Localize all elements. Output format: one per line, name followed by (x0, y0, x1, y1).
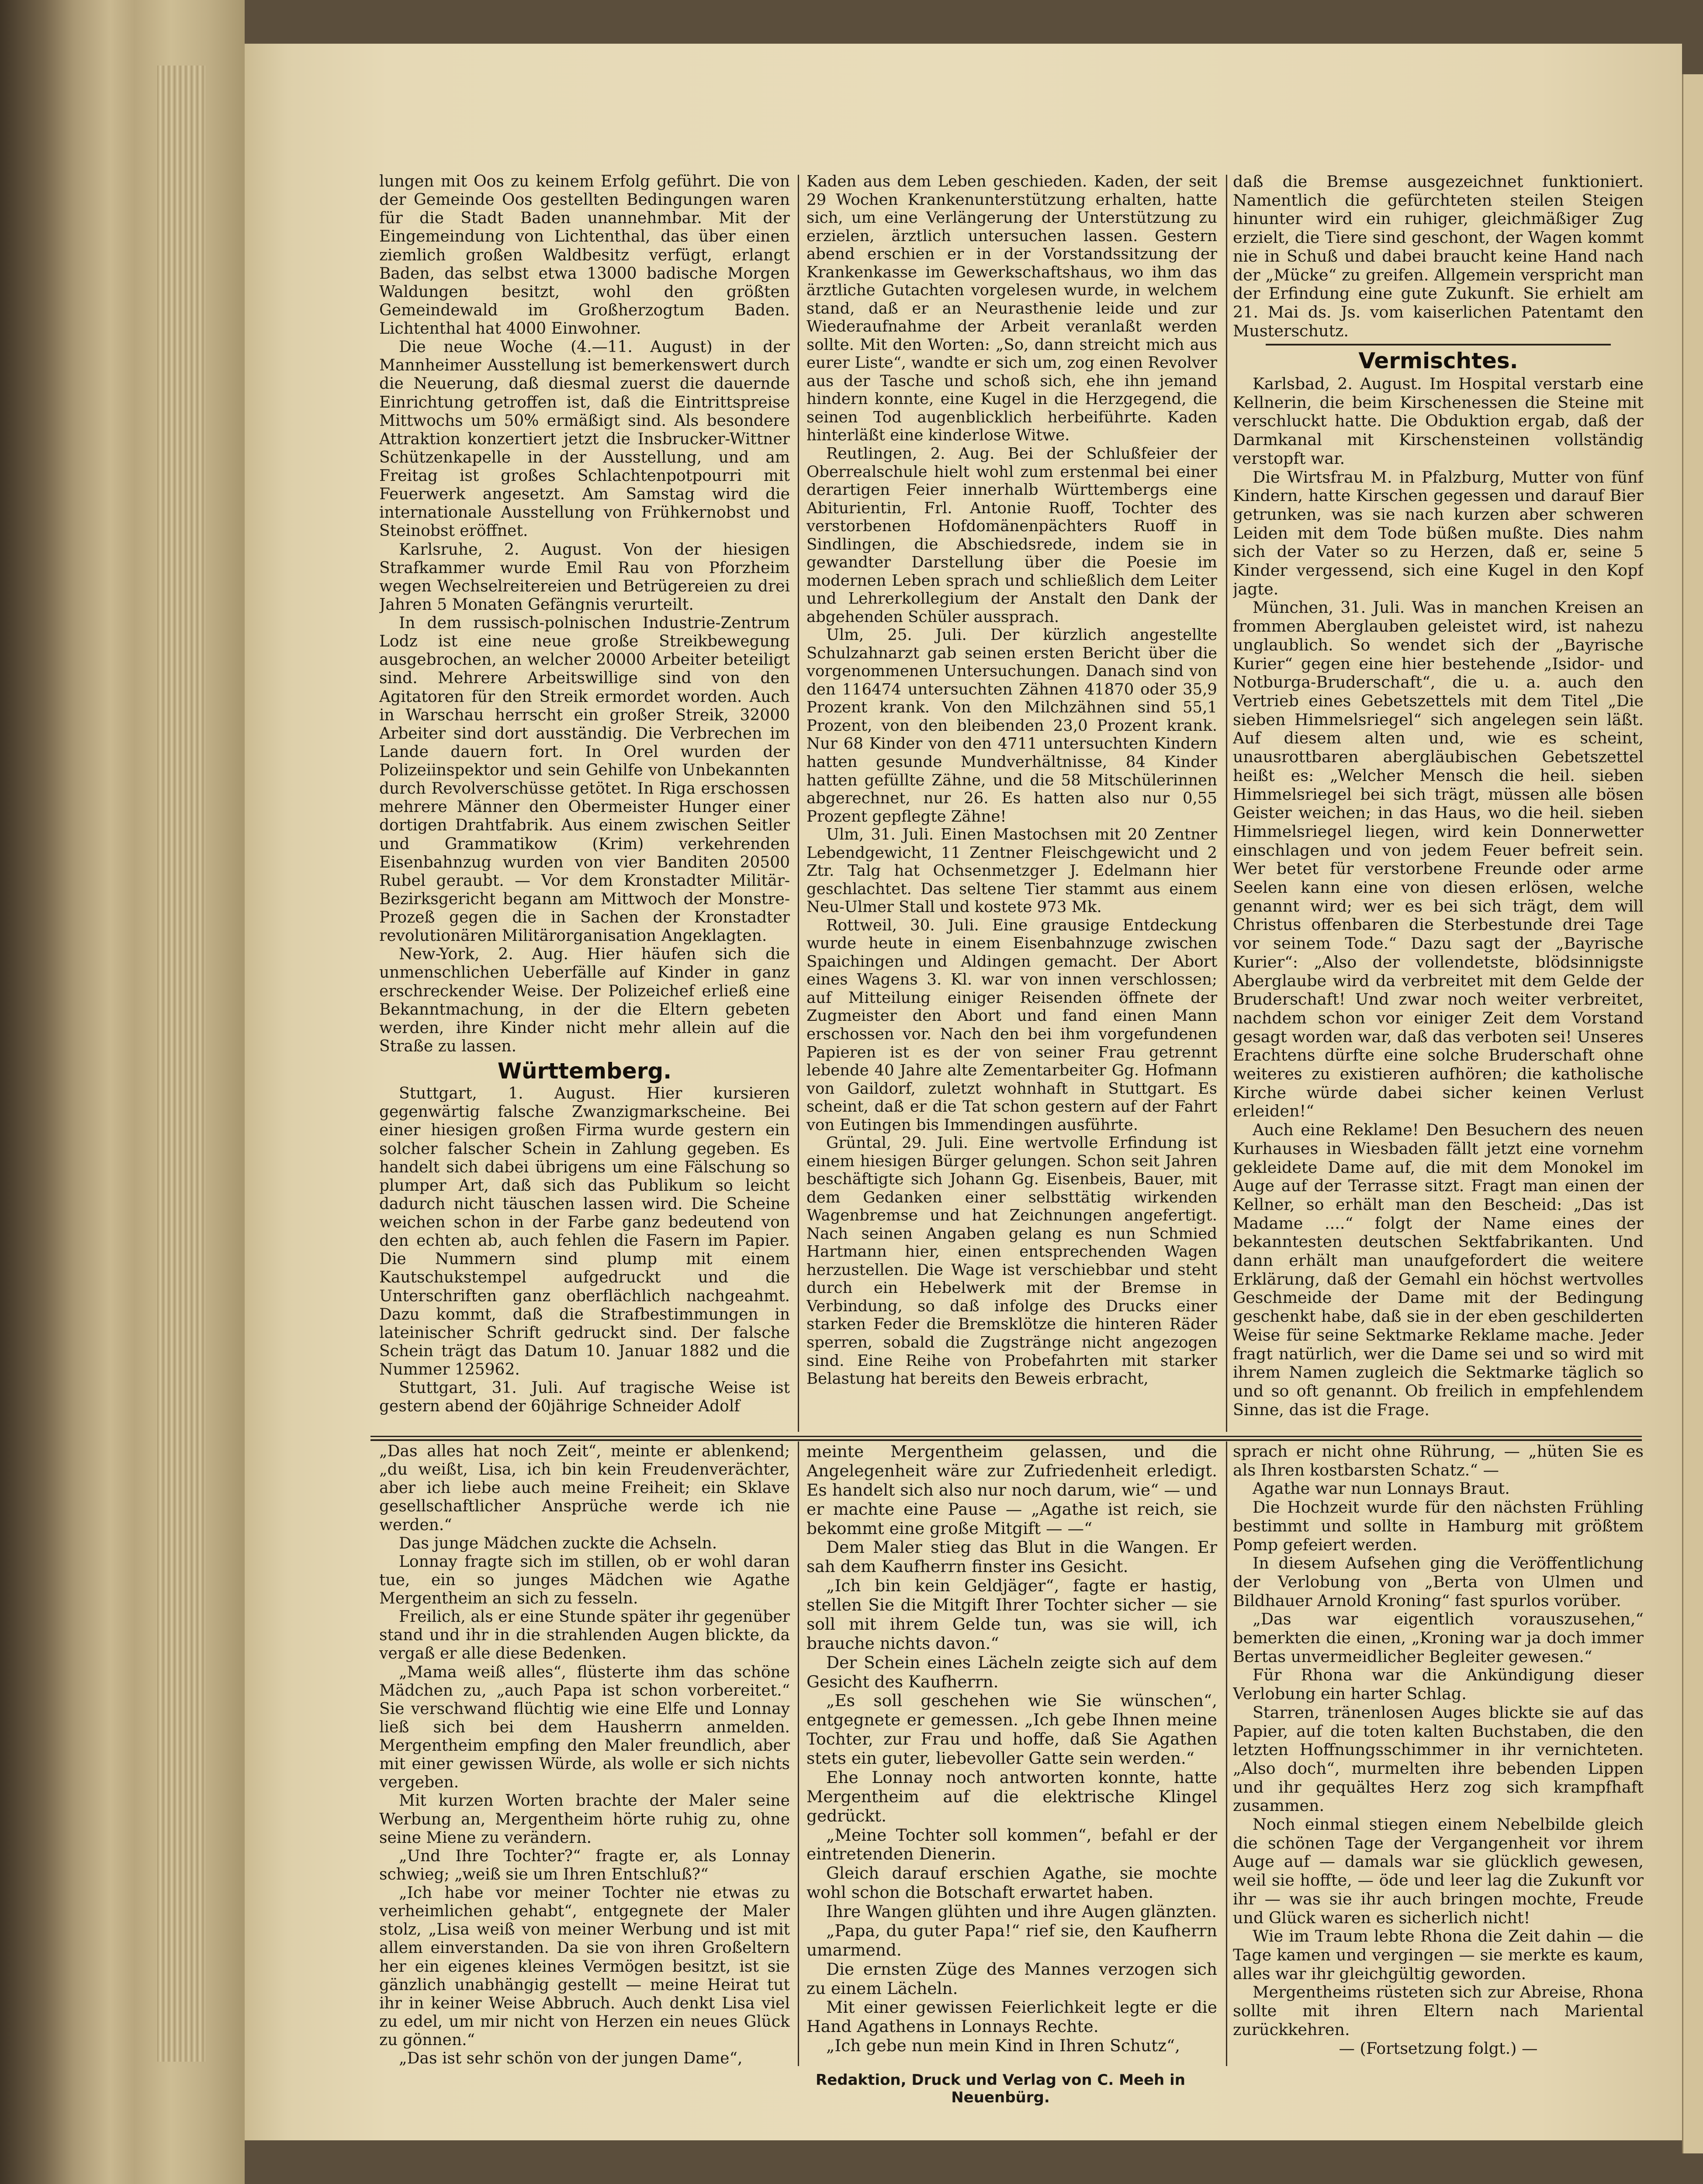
paragraph: Für Rhona war die Ankündigung dieser Verlobung ein harter Schlag. (1233, 1666, 1644, 1704)
paragraph: Mit einer gewissen Feierlichkeit legte er die Hand Agathens in Lonnays Rechte. (807, 1997, 1217, 2036)
column-1-lower (379, 1442, 790, 2067)
column-2-lower (807, 1442, 1217, 2067)
column-rule (1226, 175, 1227, 1432)
paragraph: Agathe war nun Lonnays Braut. (1253, 1479, 1510, 1498)
paragraph: meinte Mergentheim gelassen, und die Angelegenheit wäre zur Zufriedenheit erledigt. Es handelt sich also nur noch darum, wie“ — und er machte eine Pause — „Agathe ist reich, sie bekommt eine große Mitgift — —“ (807, 1442, 1217, 1538)
paragraph: Ehe Lonnay noch antworten konnte, hatte Mergentheim auf die elektrische Klingel gedrückt. (807, 1767, 1217, 1825)
paragraph: Mergentheims rüsteten sich zur Abreise, Rhona sollte mit ihren Eltern nach Mariental zurückkehren. (1233, 1983, 1644, 2039)
paragraph: „Ich habe vor meiner Tochter nie etwas zu verheimlichen gehabt“, entgegnete der Maler stolz, „Lisa weiß von meiner Werbung und ist mit allem einverstanden. Da sie von ihren Großeltern her ein eigenes kleines Vermögen besitzt, ist sie gänzlich unabhängig gestellt — meine Heirat tut ihr in keiner Weise Abbruch. Auch denkt Lisa viel zu edel, um mir nicht von Herzen ein neues Glück zu gönnen.“ (379, 1884, 790, 2049)
section-heading-wuerttemberg: Württemberg. (497, 1058, 672, 1084)
paragraph: Karlsbad, 2. August. Im Hospital verstarb eine Kellnerin, die beim Kirschenessen die Steine mit verschluckt hatte. Die Obduktion ergab, daß der Darmkanal mit Kirschensteinen vollständig verstopft war. (1233, 374, 1644, 468)
paragraph: Mit kurzen Worten brachte der Maler seine Werbung an, Mergentheim hörte ruhig zu, ohne seine Miene zu verändern. (379, 1792, 790, 1847)
paragraph: New-York, 2. Aug. Hier häufen sich die unmenschlichen Ueberfälle auf Kinder in ganz erschreckender Weise. Der Polizeichef erließ eine Bekanntmachung, in der die Eltern gebeten werden, ihre Kinder nicht mehr allein auf die Straße zu lassen. (379, 945, 790, 1055)
col3-top-text (1233, 173, 1644, 340)
paragraph: Der Schein eines Lächeln zeigte sich auf dem Gesicht des Kaufherrn. (807, 1652, 1217, 1691)
paragraph: lungen mit Oos zu keinem Erfolg geführt. Die von der Gemeinde Oos gestellten Bedingungen waren für die Stadt Baden unannehmbar. Mit der Eingemeindung von Lichtenthal, das über einen ziemlich großen Waldbesitz verfügt, erlangt Baden, das selbst etwa 13000 badische Morgen Waldungen besitzt, wohl den größten Gemeindewald im Großherzogtum Baden. Lichtenthal hat 4000 Einwohner. (379, 173, 790, 338)
paragraph: Ulm, 25. Juli. Der kürzlich angestellte Schulzahnarzt gab seinen ersten Bericht über die vorgenommenen Untersuchungen. Danach sind von den 116474 untersuchten Zähnen 41870 oder 35,9 Prozent krank. Von den Milchzähnen sind 55,1 Prozent, von den bleibenden 23,0 Prozent krank. Nur 68 Kinder von den 4711 untersuchten Kindern hatten gesunde Mundverhältnisse, 84 Kinder hatten gefüllte Zähne, und die 58 Mitschülerinnen abgerechnet, nur 26. Es hatten also nur 0,55 Prozent gepflegte Zähne! (807, 626, 1217, 826)
page-stack (157, 66, 205, 2062)
feuilleton-separator (370, 1436, 1642, 1441)
column-1-upper (379, 173, 790, 1428)
column-rule (798, 1441, 799, 2066)
paragraph: „Ich gebe nun mein Kind in Ihren Schutz“, (826, 2036, 1180, 2056)
col2-top-text (807, 173, 1217, 1388)
paragraph: Die neue Woche (4.—11. August) in der Mannheimer Ausstellung ist bemerkenswert durch die Neuerung, daß diesmal zuerst die dauernde Einrichtung getroffen ist, daß die Eintrittspreise Mittwochs um 50% ermäßigt sind. Als besondere Attraktion konzertiert jetzt die Insbrucker-Wittner Schützenkapelle in der Ausstellung, und am Freitag ist großes Schlachtenpotpourri mit Feuerwerk angesetzt. Am Samstag wird die internationale Ausstellung von Frühkernobst und Steinobst eröffnet. (379, 338, 790, 540)
paragraph: Rottweil, 30. Juli. Eine grausige Entdeckung wurde heute in einem Eisenbahnzuge zwischen Spaichingen und Aldingen gemacht. Der Abort eines Wagens 3. Kl. war von innen verschlossen; auf Mitteilung einiger Reisenden öffnete der Zugmeister den Abort und fand einen Mann erschossen vor. Nach den bei ihm vorgefundenen Papieren ist es der von seiner Frau getrennt lebende 40 Jahre alte Zementarbeiter Gg. Hofmann von Gaildorf, zuletzt wohnhaft in Stuttgart. Es scheint, daß er die Tat schon gestern auf der Fahrt von Eutingen bis Immendingen ausführte. (807, 916, 1217, 1134)
next-page-edge (1682, 74, 1703, 2153)
paragraph: „Das war eigentlich vorauszusehen,“ bemerkten die einen, „Kroning war ja doch immer Bertas unvermeidlicher Begleiter gewesen.“ (1233, 1610, 1644, 1666)
paragraph: Dem Maler stieg das Blut in die Wangen. Er sah dem Kaufherrn finster ins Gesicht. (807, 1538, 1217, 1576)
col2-lower-text (807, 1442, 1217, 2056)
paragraph: Die Hochzeit wurde für den nächsten Frühling bestimmt und sollte in Hamburg mit größtem Pomp gefeiert werden. (1233, 1498, 1644, 1554)
imprint-line: Redaktion, Druck und Verlag von C. Meeh in Neuenbürg. (816, 2071, 1185, 2106)
paragraph: Lonnay fragte sich im stillen, ob er wohl daran tue, ein so junges Mädchen wie Agathe Mergentheim an sich zu fesseln. (379, 1552, 790, 1607)
paragraph: Das junge Mädchen zuckte die Achseln. (399, 1534, 717, 1552)
paragraph: Starren, tränenlosen Auges blickte sie auf das Papier, auf die toten kalten Buchstaben, die den letzten Hoffnungsschimmer in ihr vernichteten. „Also doch“, murmelten ihre bebenden Lippen und ihr gequältes Herz zog sich krampfhaft zusammen. (1233, 1703, 1644, 1815)
paragraph: daß die Bremse ausgezeichnet funktioniert. Namentlich die gefürchteten steilen Steigen hinunter wird ein ruhiger, gleichmäßiger Zug erzielt, die Tiere sind geschont, der Wagen kommt nie in Schuß und dabei braucht keine Hand nach der „Mücke“ zu greifen. Allgemein verspricht man der Erfindung eine gute Zukunft. Sie erhielt am 21. Mai ds. Js. vom kaiserlichen Patentamt den Musterschutz. (1233, 173, 1644, 340)
paragraph: In diesem Aufsehen ging die Veröffentlichung der Verlobung von „Berta von Ulmen und Bildhauer Arnold Kroning“ fast spurlos vorüber. (1233, 1554, 1644, 1610)
paragraph: Stuttgart, 1. August. Hier kursieren gegenwärtig falsche Zwanzigmarkscheine. Bei einer hiesigen großen Firma wurde gestern ein solcher falscher Schein in Zahlung gegeben. Es handelt sich dabei übrigens um eine Fälschung so plumper Art, daß sich das Publikum so leicht dadurch nicht täuschen lassen wird. Die Scheine weichen schon in der Farbe ganz bedeutend von den echten ab, auch fehlen die Fasern im Papier. Die Nummern sind plump mit einem Kautschukstempel aufgedruckt und die Unterschriften ganz oberflächlich nachgeahmt. Dazu kommt, daß die Strafbestimmungen in lateinischer Schrift gedruckt sind. Der falsche Schein trägt das Datum 10. Januar 1882 und die Nummer 125962. (379, 1085, 790, 1379)
paragraph: Grüntal, 29. Juli. Eine wertvolle Erfindung ist einem hiesigen Bürger gelungen. Schon seit Jahren beschäftigte sich Johann Gg. Eisenbeis, Bauer, mit dem Gedanken einer selbsttätig wirkenden Wagenbremse und hat Zeichnungen angefertigt. Nach seinen Angaben gelang es nun Schmied Hartmann hier, einen entsprechenden Wagen herzustellen. Die Wage ist verschiebbar und steht durch ein Hebelwerk mit der Bremse in Verbindung, so daß infolge des Drucks einer starken Feder die Bremsklötze die hinteren Räder sperren, sobald die Zugstränge nicht angezogen sind. Eine Reihe von Probefahrten mit starker Belastung hat bereits den Beweis erbracht, (807, 1134, 1217, 1388)
col3-after-text (1233, 375, 1644, 1419)
paragraph: sprach er nicht ohne Rührung, — „hüten Sie es als Ihren kostbarsten Schatz.“ — (1233, 1442, 1644, 1479)
continued-note: — (Fortsetzung folgt.) — (1339, 2039, 1538, 2058)
paragraph: Ihre Wangen glühten und ihre Augen glänzten. (826, 1902, 1217, 1921)
paragraph: Kaden aus dem Leben geschieden. Kaden, der seit 29 Wochen Krankenunterstützung erhalten, hatte sich, um eine Verlängerung der Unterstützung zu erzielen, ärztlich untersuchen lassen. Gestern abend erschien er in der Vorstandssitzung der Krankenkasse im Gewerkschaftshaus, wo ihm das ärztliche Gutachten vorgelesen wurde, in welchem stand, daß er an Neurasthenie leide und zur Wiederaufnahme der Arbeit veranlaßt werden sollte. Mit den Worten: „So, dann streicht mich aus eurer Liste“, wandte er sich um, zog einen Revolver aus der Tasche und schoß sich, ehe ihn jemand hindern konnte, eine Kugel in die Herzgegend, die seinen Tod augenblicklich herbeiführte. Kaden hinterläßt eine kinderlose Witwe. (807, 173, 1217, 445)
paragraph: „Meine Tochter soll kommen“, befahl er der eintretenden Dienerin. (807, 1825, 1217, 1864)
column-3-upper (1233, 173, 1644, 1428)
paragraph: Freilich, als er eine Stunde später ihr gegenüber stand und ihr in die strahlenden Augen blickte, da vergaß er alle diese Bedenken. (379, 1608, 790, 1663)
col1-top-text (379, 173, 790, 1056)
paragraph: Die Wirtsfrau M. in Pfalzburg, Mutter von fünf Kindern, hatte Kirschen gegessen und darauf Bier getrunken, was sie nach kurzen aber schweren Leiden mit dem Tode büßen mußte. Dies nahm sich der Vater so zu Herzen, daß er, seine 5 Kinder vergessend, sich eine Kugel in den Kopf jagte. (1233, 467, 1644, 598)
paragraph: „Papa, du guter Papa!“ rief sie, den Kaufherrn umarmend. (807, 1921, 1217, 1959)
paragraph: „Und Ihre Tochter?“ fragte er, als Lonnay schwieg; „weiß sie um Ihren Entschluß?“ (379, 1847, 790, 1883)
section-divider (1266, 344, 1611, 346)
paragraph: Wie im Traum lebte Rhona die Zeit dahin — die Tage kamen und vergingen — sie merkte es kaum, alles war ihr gleichgültig geworden. (1233, 1927, 1644, 1983)
paragraph: Stuttgart, 31. Juli. Auf tragische Weise ist gestern abend der 60jährige Schneider Adolf (379, 1379, 790, 1416)
paragraph: München, 31. Juli. Was in manchen Kreisen an frommen Aberglauben geleistet wird, ist nahezu unglaublich. So wendet sich der „Bayrische Kurier“ gegen eine hier bestehende „Isidor- und Notburga-Bruderschaft“, die u. a. auch den Vertrieb eines Gebetszettels mit dem Titel „Die sieben Himmelsriegel“ sich angelegen sein läßt. Auf diesem alten und, wie es scheint, unausrottbaren abergläubischen Gebetszettel heißt es: „Welcher Mensch die heil. sieben Himmelsriegel bei sich trägt, müssen alle bösen Geister weichen; in das Haus, wo die heil. sieben Himmelsriegel liegen, wird kein Donnerwetter einschlagen und von jedem Feuer befreit sein. Wer betet für verstorbene Freunde oder arme Seelen kann eine von diesen erlösen, welche genannt wird; wer es bei sich trägt, dem will Christus offenbaren die Sterbestunde drei Tage vor seinem Tode.“ Dazu sagt der „Bayrische Kurier“: „Also der vollendetste, blödsinnigste Aberglaube wird da verbreitet mit dem Gelde der Bruderschaft! Und zwar noch weiter verbreitet, nachdem schon vor einiger Zeit dem Vorstand gesagt worden war, daß das verboten sei! Unseres Erachtens dürfte eine solche Bruderschaft ohne weiteres zu existieren aufhören; die katholische Kirche würde dabei sicher keinen Verlust erleiden!“ (1233, 598, 1644, 1121)
col1-after-text (379, 1085, 790, 1416)
column-rule (1226, 1441, 1227, 2066)
paragraph: Ulm, 31. Juli. Einen Mastochsen mit 20 Zentner Lebendgewicht, 11 Zentner Fleischgewicht und 2 Ztr. Talg hat Ochsenmetzger J. Edelmann hier geschlachtet. Das seltene Tier stammt aus einem Neu-Ulmer Stall und kostete 973 Mk. (807, 826, 1217, 916)
column-2-upper (807, 173, 1217, 1428)
paragraph: „Ich bin kein Geldjäger“, fagte er hastig, stellen Sie die Mitgift Ihrer Tochter sicher — sie soll mit ihrem Gelde tun, was sie will, ich brauche nichts davon.“ (807, 1576, 1217, 1653)
paragraph: Gleich darauf erschien Agathe, sie mochte wohl schon die Botschaft erwartet haben. (807, 1863, 1217, 1902)
column-rule (798, 175, 799, 1432)
paragraph: Noch einmal stiegen einem Nebelbilde gleich die schönen Tage der Vergangenheit vor ihrem Auge auf — damals war sie glücklich gewesen, weil sie hoffte, — öde und leer lag die Zukunft vor ihr — was sie ihr auch bringen mochte, Freude und Glück waren es sicherlich nicht! (1233, 1815, 1644, 1927)
section-heading-vermischtes: Vermischtes. (1358, 348, 1518, 374)
col3-lower-text (1233, 1442, 1644, 2039)
paragraph: In dem russisch-polnischen Industrie-Zentrum Lodz ist eine neue große Streikbewegung ausgebrochen, an welcher 20000 Arbeiter beteiligt sind. Mehrere Arbeitswillige sind von den Agitatoren für den Streik ermordet worden. Auch in Warschau herrscht ein großer Streik, 32000 Arbeiter sind dort ausständig. Die Verbrechen im Lande dauern fort. In Orel wurden der Polizeiinspektor und sein Gehilfe von Unbekannten durch Revolverschüsse getötet. In Riga erschossen mehrere Männer den Obermeister Hunger einer dortigen Drahtfabrik. Aus einem zwischen Seitler und Grammatikow (Krim) verkehrenden Eisenbahnzug wurden von vier Banditen 20500 Rubel geraubt. — Vor dem Kronstadter Militär-Bezirksgericht begann am Mittwoch der Monstre-Prozeß gegen die in Sachen der Kronstadter revolutionären Militärorganisation Angeklagten. (379, 614, 790, 945)
paragraph: Auch eine Reklame! Den Besuchern des neuen Kurhauses in Wiesbaden fällt jetzt eine vornehm gekleidete Dame auf, die mit dem Monokel im Auge auf der Terrasse sitzt. Fragt man einen der Kellner, so erhält man den Bescheid: „Das ist Madame ....“ folgt der Name eines der bekanntesten deutschen Sektfabrikanten. Und dann erhält man unaufgefordert die weitere Erklärung, daß der Gemahl ein höchst wertvolles Geschmeide der Dame mit der Bedingung geschenkt habe, daß sie in der eben geschilderten Weise für seine Sektmarke Reklame mache. Jeder fragt natürlich, wer die Dame sei und so wird mit ihrem Namen zugleich die Sektmarke täglich so und so oft genannt. Ob freilich in empfehlendem Sinne, das ist die Frage. (1233, 1120, 1644, 1419)
paragraph: Die ernsten Züge des Mannes verzogen sich zu einem Lächeln. (807, 1959, 1217, 1998)
paragraph: „Mama weiß alles“, flüsterte ihm das schöne Mädchen zu, „auch Papa ist schon vorbereitet.“ Sie verschwand flüchtig wie eine Elfe und Lonnay ließ sich bei dem Hausherrn anmelden. Mergentheim empfing den Maler freundlich, aber mit einer gewissen Würde, als wolle er sich nichts vergeben. (379, 1663, 790, 1792)
paragraph: Karlsruhe, 2. August. Von der hiesigen Strafkammer wurde Emil Rau von Pforzheim wegen Wechselreitereien und Betrügereien zu drei Jahren 5 Monaten Gefängnis verurteilt. (379, 540, 790, 614)
column-3-lower (1233, 1442, 1644, 2067)
paragraph: „Das alles hat noch Zeit“, meinte er ablenkend; „du weißt, Lisa, ich bin kein Freudenverächter, aber ich liebe auch meine Freiheit; ein Sklave gesellschaftlicher Ansprüche werde ich nie werden.“ (379, 1442, 790, 1534)
book-spine-edge (0, 0, 245, 2184)
paragraph: Reutlingen, 2. Aug. Bei der Schlußfeier der Oberrealschule hielt wohl zum erstenmal bei einer derartigen Feier innerhalb Württembergs eine Abiturientin, Frl. Antonie Ruoff, Tochter des verstorbenen Hofdomänenpächters Ruoff in Sindlingen, die Abschiedsrede, indem sie in gewandter Darstellung über die Poesie im modernen Leben sprach und schließlich dem Leiter und Lehrerkollegium der Anstalt den Dank der abgehenden Schüler aussprach. (807, 444, 1217, 626)
paragraph: „Das ist sehr schön von der jungen Dame“, (399, 2049, 743, 2067)
paragraph: „Es soll geschehen wie Sie wünschen“, entgegnete er gemessen. „Ich gebe Ihnen meine Tochter, zur Frau und hoffe, daß Sie Agathen stets ein guter, liebevoller Gatte sein werden.“ (807, 1691, 1217, 1768)
col1-lower-text (379, 1442, 790, 2067)
